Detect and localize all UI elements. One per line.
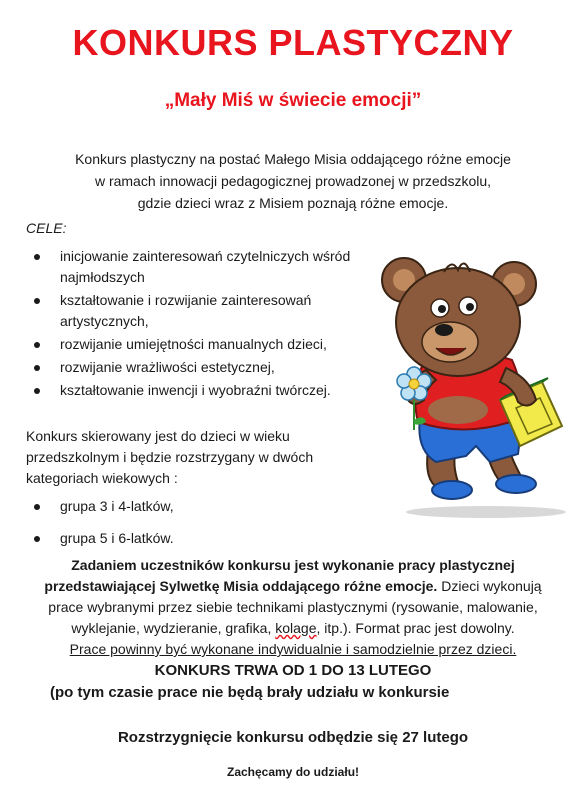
target-line: przedszkolnym i będzie rozstrzygany w dwóch xyxy=(26,449,314,465)
intro-paragraph xyxy=(40,148,546,214)
age-groups-list xyxy=(26,496,174,560)
bear-illustration xyxy=(366,250,580,526)
duration-heading: KONKURS TRWA OD 1 DO 13 LUTEGO xyxy=(154,662,432,679)
shadow xyxy=(406,506,566,518)
task-paragraph xyxy=(20,555,566,660)
goal-text: kształtowanie inwencji i wyobraźni twórczej. xyxy=(60,382,331,398)
goal-text-cont: artystycznych, xyxy=(60,313,149,329)
bear-shoe xyxy=(496,475,536,493)
task-line xyxy=(20,576,566,597)
page-subtitle: „Mały Miś w świecie emocji” xyxy=(164,90,422,111)
target-line: kategoriach wiekowych : xyxy=(26,470,178,486)
bear-shoe xyxy=(432,481,472,499)
task-text: wyklejanie, wydzieranie, grafika, xyxy=(71,620,276,636)
goals-heading: CELE: xyxy=(26,220,67,236)
bear-nose xyxy=(435,324,453,336)
goals-list xyxy=(26,246,386,403)
duration-note: (po tym czasie prace nie będą brały udziału w konkursie xyxy=(50,684,450,701)
goal-text: rozwijanie wrażliwości estetycznej, xyxy=(60,359,275,375)
target-line: Konkurs skierowany jest do dzieci w wieku xyxy=(26,428,290,444)
task-line-rest: Dzieci wykonują xyxy=(437,578,542,594)
result-date: Rozstrzygnięcie konkursu odbędzie się 27 lutego xyxy=(117,729,469,746)
task-line: prace wybranymi przez siebie technikami plastycznymi (rysowanie, malowanie, xyxy=(48,599,538,615)
goal-text-cont: najmłodszych xyxy=(60,269,145,285)
task-note: Prace powinny być wykonane indywidualnie i samodzielnie przez dzieci. xyxy=(69,641,517,657)
intro-line: w ramach innowacji pedagogicznej prowadzonej w przedszkolu, xyxy=(94,173,492,189)
bear-pupil xyxy=(438,305,446,313)
bear-pupil xyxy=(466,303,474,311)
goal-item xyxy=(26,380,386,401)
page-title: KONKURS PLASTYCZNY xyxy=(72,22,514,63)
goal-item xyxy=(26,290,386,332)
task-line-bold: przedstawiającej Sylwetkę Misia oddającego różne emocje. xyxy=(44,578,438,594)
age-group-item: grupa 3 i 4-latków, xyxy=(26,496,174,517)
intro-line: gdzie dzieci wraz z Misiem poznają różne emocje. xyxy=(137,195,449,211)
goal-item xyxy=(26,246,386,288)
invitation: Zachęcamy do udziału! xyxy=(226,765,360,779)
target-paragraph xyxy=(26,426,346,489)
goal-item xyxy=(26,334,386,355)
bear-belly xyxy=(428,396,488,424)
goal-text: kształtowanie i rozwijanie zainteresowań xyxy=(60,292,312,308)
age-group-item: grupa 5 i 6-latków. xyxy=(26,528,174,549)
task-line: Zadaniem uczestników konkursu jest wykonanie pracy plastycznej xyxy=(71,557,515,573)
spellcheck-word: kolage xyxy=(275,620,317,636)
goal-text: rozwijanie umiejętności manualnych dzieci, xyxy=(60,336,327,352)
task-text: , itp.). Format prac jest dowolny. xyxy=(316,620,515,636)
goal-text: inicjowanie zainteresowań czytelniczych wśród xyxy=(60,248,351,264)
intro-line: Konkurs plastyczny na postać Małego Misia oddającego różne emocje xyxy=(75,151,511,167)
goal-item xyxy=(26,357,386,378)
task-line xyxy=(20,618,566,639)
